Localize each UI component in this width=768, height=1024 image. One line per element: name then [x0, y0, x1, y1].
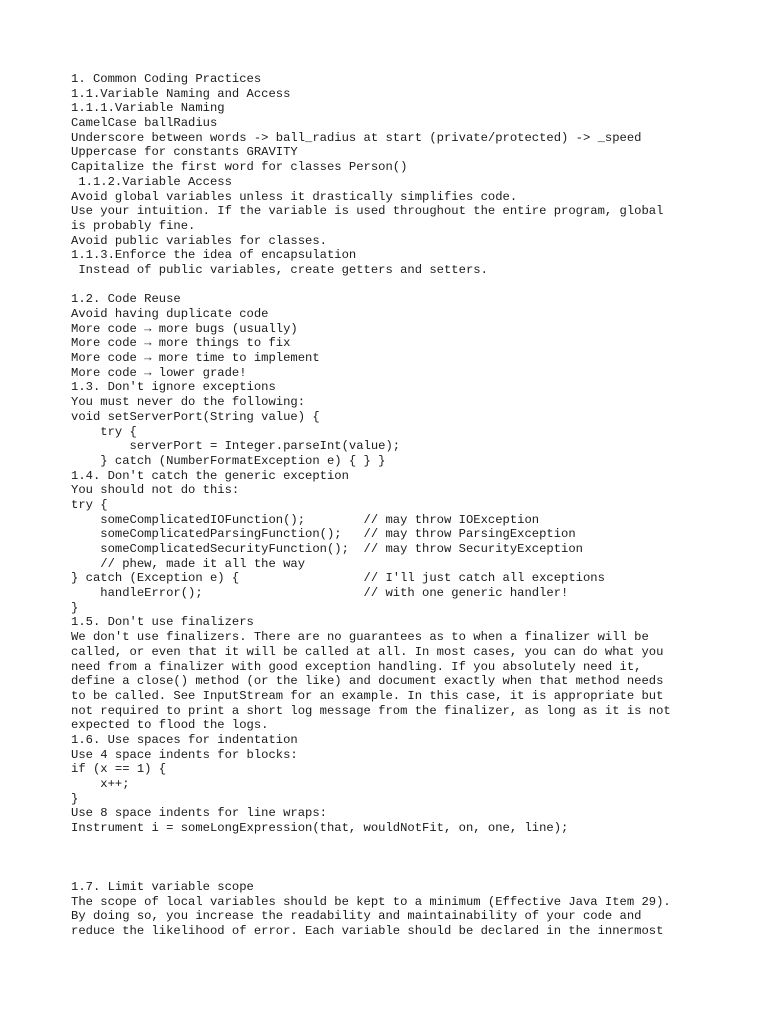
text-line: serverPort = Integer.parseInt(value);	[71, 439, 401, 454]
text-line: The scope of local variables should be kept to a minimum (Effective Java Item 29).	[71, 894, 671, 909]
text-line: 1.2. Code Reuse	[71, 292, 181, 307]
text-line: 1.1.3.Enforce the idea of encapsulation	[71, 248, 357, 263]
text-line: try {	[71, 424, 137, 439]
text-line: Capitalize the first word for classes Person()	[71, 160, 408, 175]
text-line: try {	[71, 497, 108, 512]
text-line: 1.7. Limit variable scope	[71, 879, 254, 894]
text-line: More code → more bugs (usually)	[71, 321, 298, 336]
text-line: // phew, made it all the way	[71, 556, 306, 571]
text-line: CamelCase ballRadius	[71, 116, 218, 131]
text-line: }	[71, 600, 79, 615]
text-line: is probably fine.	[71, 218, 196, 233]
text-line: to be called. See InputStream for an example. In this case, it is appropriate but	[71, 688, 664, 703]
text-line: someComplicatedSecurityFunction(); // may throw SecurityException	[71, 542, 583, 556]
text-line: By doing so, you increase the readability and maintainability of your code and	[71, 909, 642, 924]
text-line	[71, 278, 711, 293]
text-line: someComplicatedIOFunction(); // may throw IOException	[71, 512, 540, 527]
text-line: 1.5. Don't use finalizers	[71, 615, 254, 630]
text-line: Underscore between words -> ball_radius at start (private/protected) -> _speed	[71, 130, 642, 145]
text-line	[71, 836, 711, 851]
text-line: We don't use finalizers. There are no guarantees as to when a finalizer will be	[71, 630, 649, 645]
text-line: } catch (Exception e) { // I'll just catch all exceptions	[71, 571, 605, 586]
text-line: More code → more things to fix	[71, 336, 291, 351]
text-line: Use 8 space indents for line wraps:	[71, 806, 327, 821]
text-line: 1.6. Use spaces for indentation	[71, 732, 298, 747]
text-line: expected to flood the logs.	[71, 718, 269, 733]
text-line	[71, 865, 711, 880]
text-line: 1. Common Coding Practices	[71, 72, 262, 86]
text-line: x++;	[71, 777, 130, 791]
text-line: Instrument i = someLongExpression(that, wouldNotFit, on, one, line);	[71, 821, 569, 836]
text-line	[71, 850, 711, 865]
text-line: if (x == 1) {	[71, 762, 167, 777]
text-line: You must never do the following:	[71, 395, 306, 410]
document-body	[71, 72, 711, 939]
text-line: reduce the likelihood of error. Each variable should be declared in the innermost	[71, 923, 664, 938]
text-line: Avoid having duplicate code	[71, 307, 269, 321]
text-line: 1.3. Don't ignore exceptions	[71, 380, 276, 395]
text-line: } catch (NumberFormatException e) { } }	[71, 453, 386, 468]
text-line: }	[71, 791, 79, 806]
text-line: Avoid global variables unless it drastically simplifies code.	[71, 189, 518, 204]
text-line: More code → more time to implement	[71, 351, 320, 366]
text-line: someComplicatedParsingFunction(); // may throw ParsingException	[71, 527, 576, 542]
text-line: Use your intuition. If the variable is used throughout the entire program, global	[71, 204, 664, 219]
text-line: 1.1.2.Variable Access	[71, 174, 232, 189]
text-line: Instead of public variables, create getters and setters.	[71, 262, 488, 277]
text-line: Avoid public variables for classes.	[71, 233, 327, 248]
text-line: 1.4. Don't catch the generic exception	[71, 468, 349, 483]
text-line: not required to print a short log message from the finalizer, as long as it is not	[71, 703, 671, 718]
text-line: handleError(); // with one generic handler!	[71, 586, 569, 601]
text-line: Uppercase for constants GRAVITY	[71, 145, 298, 160]
text-line: You should not do this:	[71, 483, 240, 498]
text-line: More code → lower grade!	[71, 365, 247, 380]
text-line: need from a finalizer with good exception handling. If you absolutely need it,	[71, 659, 642, 674]
text-line: 1.1.1.Variable Naming	[71, 101, 225, 116]
text-line: Use 4 space indents for blocks:	[71, 747, 298, 762]
text-line: called, or even that it will be called at all. In most cases, you can do what you	[71, 644, 664, 659]
text-line: 1.1.Variable Naming and Access	[71, 86, 291, 101]
text-line: void setServerPort(String value) {	[71, 409, 320, 424]
text-line: define a close() method (or the like) and document exactly when that method needs	[71, 674, 664, 689]
